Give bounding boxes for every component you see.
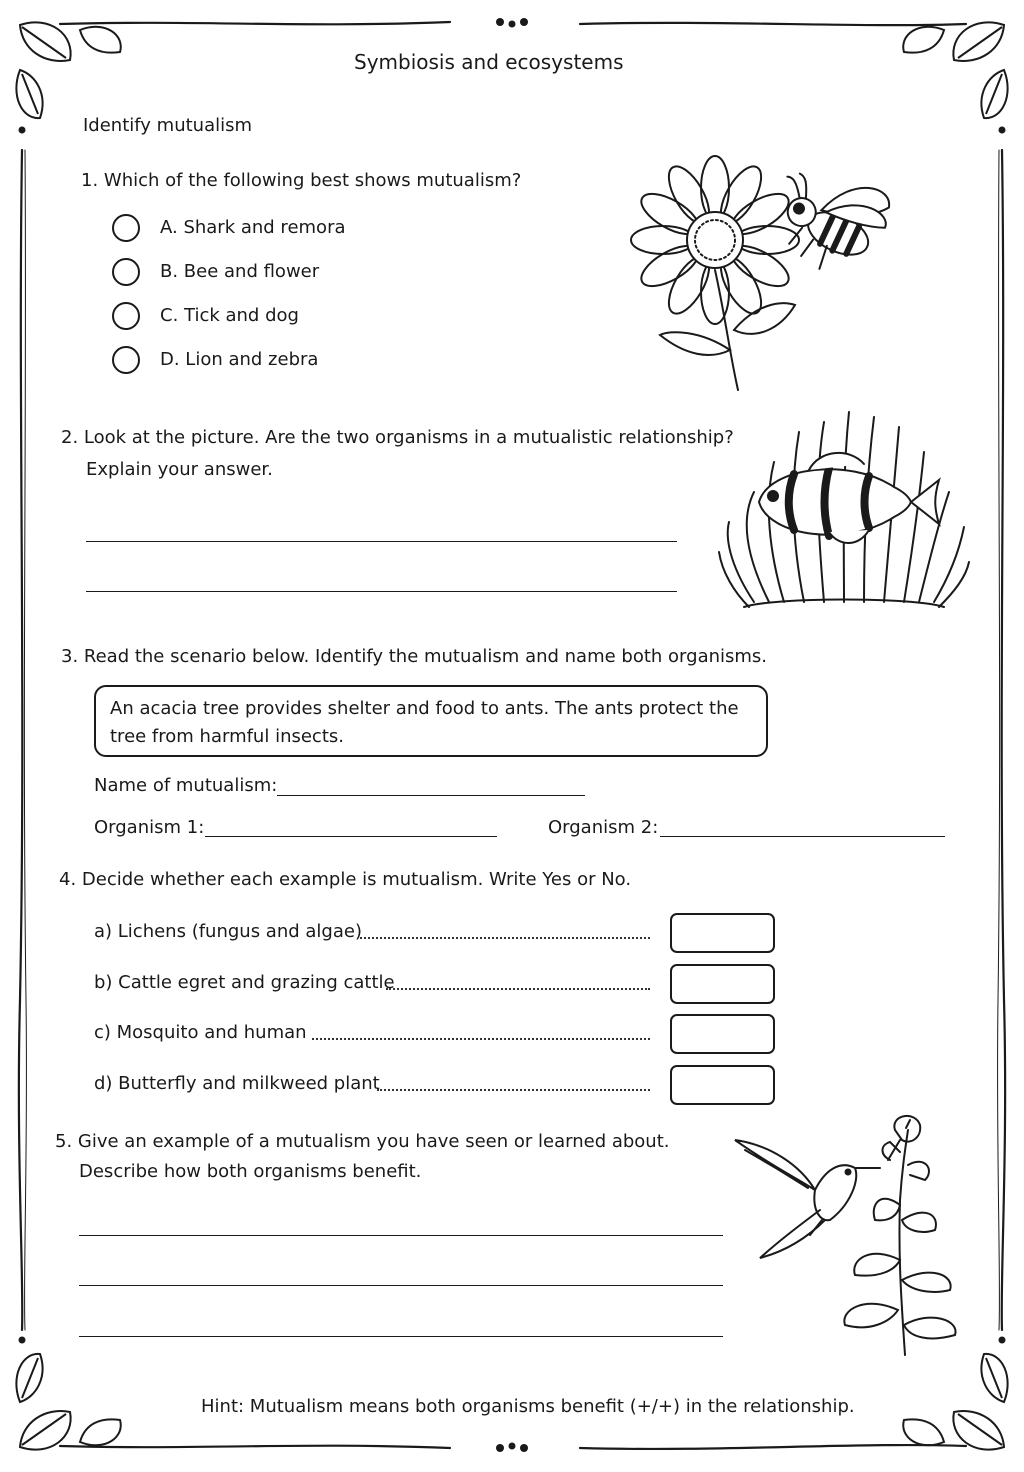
- answer-line[interactable]: [86, 591, 677, 592]
- option-b-label: B. Bee and flower: [160, 261, 320, 282]
- question-3-prompt: 3. Read the scenario below. Identify the mutualism and name both organisms.: [61, 646, 768, 667]
- bee-on-flower-icon: [630, 135, 890, 395]
- example-d-label: d) Butterfly and milkweed plant: [94, 1073, 380, 1094]
- hint-text: Hint: Mutualism means both organisms benefit (+/+) in the relationship.: [201, 1396, 855, 1417]
- organism-1-label: Organism 1:: [94, 817, 205, 838]
- question-4-prompt: 4. Decide whether each example is mutualism. Write Yes or No.: [59, 869, 632, 890]
- option-a-label: A. Shark and remora: [160, 217, 346, 238]
- organism-2-label: Organism 2:: [548, 817, 659, 838]
- section-heading: Identify mutualism: [83, 115, 253, 136]
- option-c-radio[interactable]: [112, 302, 140, 330]
- hummingbird-flower-icon: [730, 1110, 970, 1360]
- name-of-mutualism-label: Name of mutualism:: [94, 775, 278, 796]
- answer-line[interactable]: [79, 1336, 723, 1337]
- option-c-label: C. Tick and dog: [160, 305, 299, 326]
- leader-dots: [312, 1038, 650, 1040]
- example-b-label: b) Cattle egret and grazing cattle: [94, 972, 395, 993]
- option-d-label: D. Lion and zebra: [160, 349, 319, 370]
- leader-dots: [360, 937, 650, 939]
- example-a-label: a) Lichens (fungus and algae): [94, 921, 362, 942]
- option-a-radio[interactable]: [112, 214, 140, 242]
- organism-1-field[interactable]: [205, 836, 497, 837]
- corner-leaf-icon: [16, 22, 120, 118]
- option-b-radio[interactable]: [112, 258, 140, 286]
- question-1-prompt: 1. Which of the following best shows mutualism?: [81, 170, 522, 191]
- clownfish-anemone-icon: [714, 402, 974, 612]
- example-c-label: c) Mosquito and human: [94, 1022, 307, 1043]
- question-5-prompt: 5. Give an example of a mutualism you have seen or learned about.: [55, 1131, 670, 1152]
- scenario-box: [94, 685, 768, 757]
- organism-2-field[interactable]: [660, 836, 945, 837]
- leader-dots: [377, 1089, 650, 1091]
- page-title: Symbiosis and ecosystems: [354, 50, 624, 74]
- option-d-radio[interactable]: [112, 346, 140, 374]
- example-c-answer-box[interactable]: [670, 1014, 775, 1054]
- example-d-answer-box[interactable]: [670, 1065, 775, 1105]
- question-5-prompt-continued: Describe how both organisms benefit.: [79, 1161, 422, 1182]
- question-2-prompt-continued: Explain your answer.: [86, 459, 273, 480]
- example-a-answer-box[interactable]: [670, 913, 775, 953]
- leader-dots: [386, 988, 650, 990]
- question-2-prompt: 2. Look at the picture. Are the two organisms in a mutualistic relationship?: [61, 427, 734, 448]
- scenario-text: An acacia tree provides shelter and food to ants. The ants protect the tree from harmful insects.: [110, 698, 739, 747]
- example-b-answer-box[interactable]: [670, 964, 775, 1004]
- answer-line[interactable]: [79, 1235, 723, 1236]
- answer-line[interactable]: [79, 1285, 723, 1286]
- answer-line[interactable]: [86, 541, 677, 542]
- name-of-mutualism-field[interactable]: [277, 795, 585, 796]
